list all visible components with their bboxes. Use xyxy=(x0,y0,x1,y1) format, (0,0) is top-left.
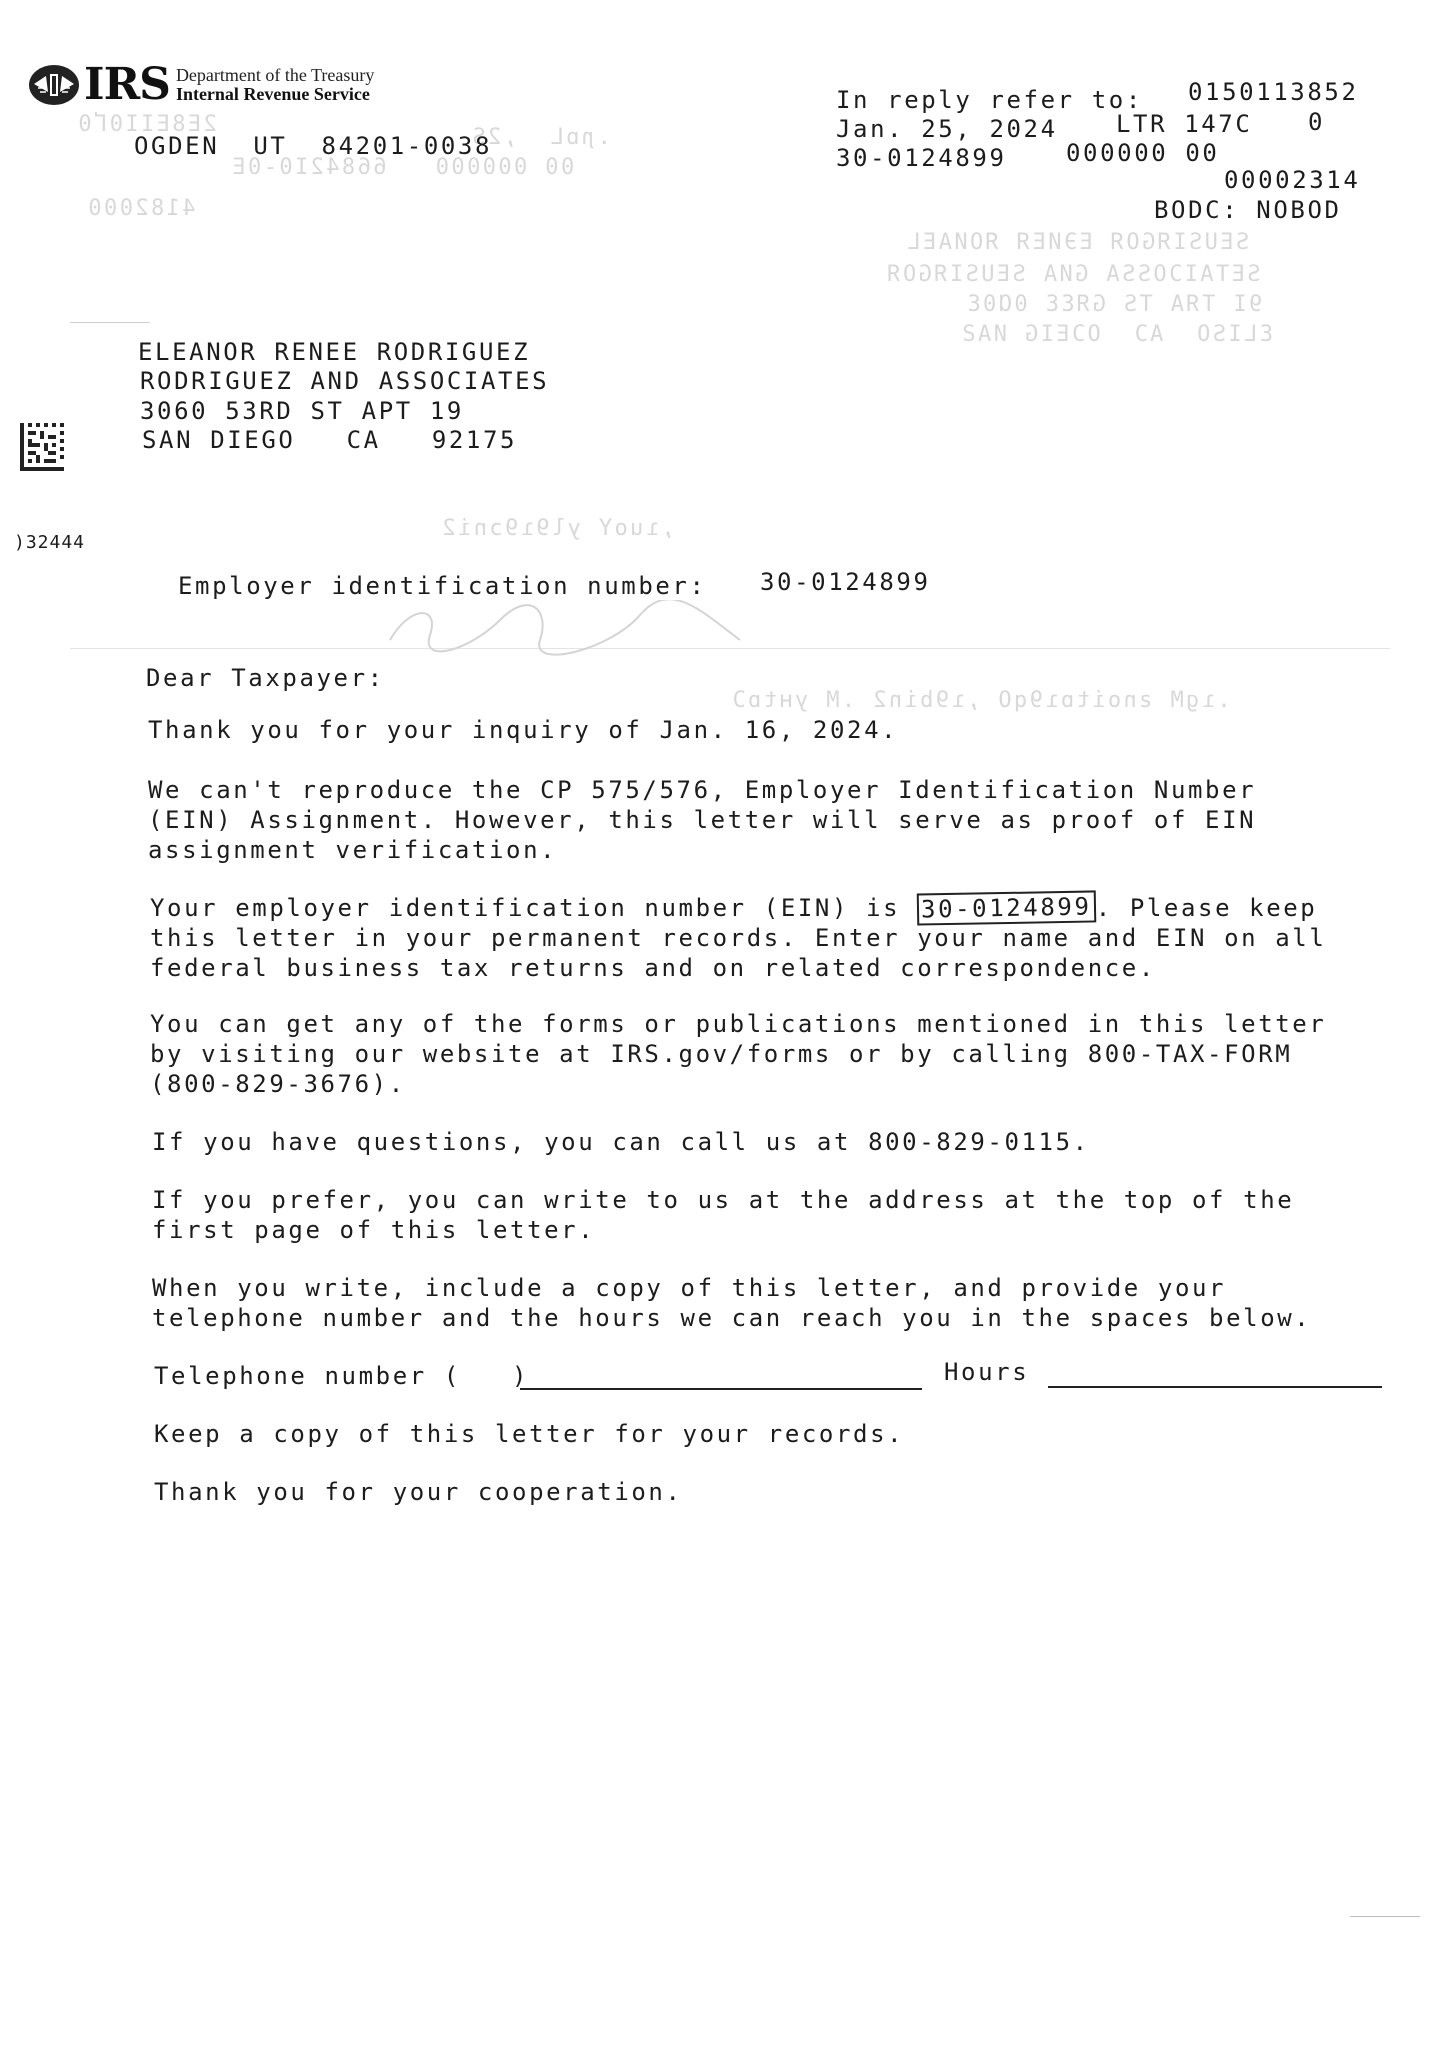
bleed-through-text: SETAIƆOSSA GИA SEUSIЯGOЯ xyxy=(885,262,1261,287)
bleed-through-text: ƐLISO AƆ OƆEIG ИAƧ xyxy=(960,322,1273,347)
agency-name: Internal Revenue Service xyxy=(175,84,370,104)
inquiry-thanks: Thank you for your inquiry of Jan. 16, 2024. xyxy=(148,716,899,744)
ein-header-value: 30-0124899 xyxy=(760,568,931,596)
bodc-code: BODC: NOBOD xyxy=(1154,196,1342,224)
paragraph-text: (EIN) Assignment. However, this letter will serve as proof of EIN xyxy=(148,806,1257,834)
bleed-through-signature xyxy=(380,600,760,660)
telephone-blank[interactable] xyxy=(520,1388,922,1390)
letter-code-suffix: 0 xyxy=(1308,108,1326,136)
bleed-through-text: ,ɿuoY yl9ɿ9ɔni2 xyxy=(440,516,675,541)
paragraph-text: Your employer identification number (EIN) is xyxy=(150,894,918,922)
recipient-name: ELEANOR RENEE RODRIGUEZ xyxy=(138,338,531,366)
reference-sequence: 00002314 xyxy=(1224,166,1361,194)
reply-reference-label: In reply refer to: xyxy=(836,86,1143,114)
recipient-street: 3060 53RD ST APT 19 xyxy=(140,397,464,425)
hours-label: Hours xyxy=(944,1358,1030,1386)
paragraph-text: federal business tax returns and on related correspondence. xyxy=(150,954,1156,982)
department-name: Department of the Treasury xyxy=(175,65,375,86)
paragraph-text: We can't reproduce the CP 575/576, Employer Identification Number xyxy=(148,776,1257,804)
paragraph-text: this letter in your permanent records. Enter your name and EIN on all xyxy=(150,924,1327,952)
letter-date: Jan. 25, 2024 xyxy=(836,115,1058,143)
paragraph-text: (800-829-3676). xyxy=(150,1070,406,1098)
side-code: )32444 xyxy=(14,532,86,553)
letter-code: LTR 147C xyxy=(1116,110,1253,138)
recipient-city: SAN DIEGO CA 92175 xyxy=(142,426,518,454)
closing-text: Thank you for your cooperation. xyxy=(154,1478,683,1506)
hours-blank[interactable] xyxy=(1048,1386,1382,1388)
paragraph-text: Keep a copy of this letter for your records. xyxy=(154,1420,905,1448)
recipient-company: RODRIGUEZ AND ASSOCIATES xyxy=(140,367,550,395)
ein-highlight: 30-0124899 xyxy=(917,890,1096,925)
reply-reference-number: 0150113852 xyxy=(1188,78,1359,106)
ein-paragraph-line xyxy=(150,894,1317,922)
bleed-through-text: 2E8ЕII0Ґ0 xyxy=(76,112,217,137)
bleed-through-text: .ɲɒL ,2S xyxy=(470,125,611,150)
paragraph-text: When you write, include a copy of this letter, and provide your xyxy=(152,1274,1227,1302)
office-address: OGDEN UT 84201-0038 xyxy=(134,132,493,160)
paragraph-text: You can get any of the forms or publications mentioned in this letter xyxy=(150,1010,1327,1038)
salutation: Dear Taxpayer: xyxy=(146,664,385,692)
paragraph-text: If you have questions, you can call us at 800-829-0115. xyxy=(152,1128,1090,1156)
bleed-through-text: SEUSIЯGOЯ EЭИEЯ ЯOИAEL xyxy=(905,230,1250,255)
paragraph-text: first page of this letter. xyxy=(152,1216,596,1244)
paragraph-text: telephone number and the hours we can reach you in the spaces below. xyxy=(152,1304,1312,1332)
bleed-through-text: 4182000 xyxy=(86,196,196,221)
barcode-icon xyxy=(20,422,64,472)
irs-eagle-icon xyxy=(28,62,80,108)
reference-zeros: 000000 00 xyxy=(1066,139,1220,167)
paragraph-text: by visiting our website at IRS.gov/forms or by calling 800-TAX-FORM xyxy=(150,1040,1293,1068)
bleed-through-text: .ɿɡM ƨnoitɒɿ9qO ,ɿ9bin2 .M yʜtɒƆ xyxy=(730,688,1231,713)
paragraph-text: . Please keep xyxy=(1095,894,1318,922)
bleed-through-text: 9I TЯA TS GЯƐƐ 0Ɑ0Ɛ xyxy=(965,292,1263,317)
paragraph-text: assignment verification. xyxy=(148,836,558,864)
ein-header-label: Employer identification number: xyxy=(178,572,707,600)
telephone-label: Telephone number ( ) xyxy=(154,1362,530,1390)
paragraph-text: If you prefer, you can write to us at the address at the top of the xyxy=(152,1186,1295,1214)
bleed-through-text: 00 000000 66842I0-0E xyxy=(230,155,575,180)
irs-wordmark: IRS xyxy=(84,59,170,110)
irs-logo xyxy=(28,59,375,110)
reference-ein: 30-0124899 xyxy=(836,144,1007,172)
